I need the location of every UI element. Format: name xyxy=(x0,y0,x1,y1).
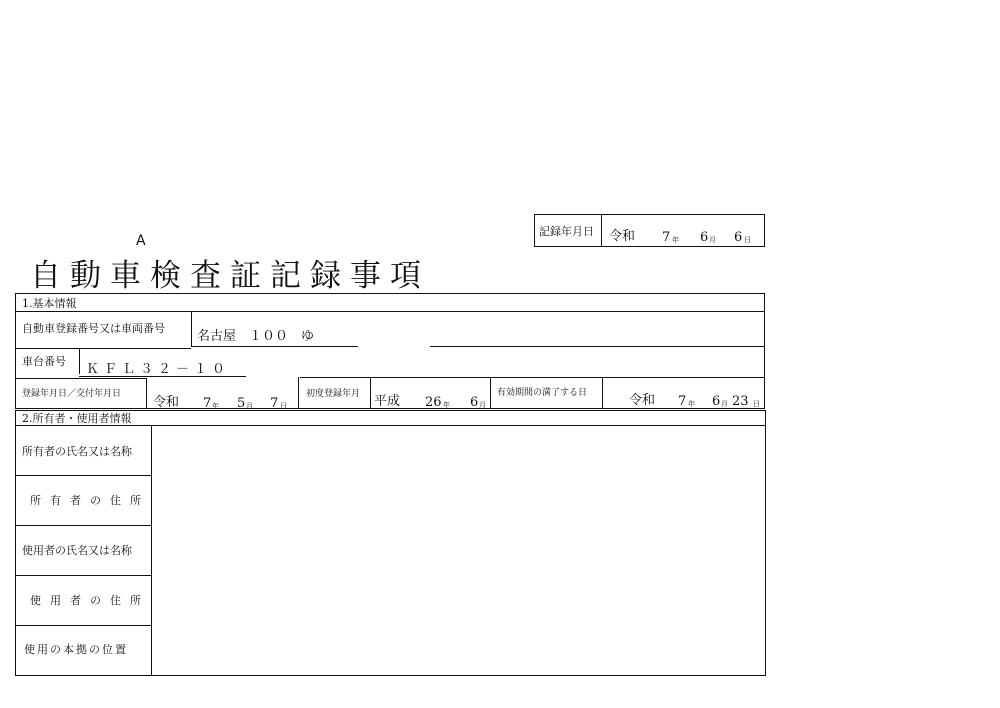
issue-date-label: 登録年月日／交付年月日 xyxy=(22,389,122,399)
user-address-label: 使用者の住所 xyxy=(30,594,150,607)
owner-name-label: 所有者の氏名又は名称 xyxy=(22,445,132,458)
base-location-label: 使用の本拠の位置 xyxy=(24,643,128,656)
section1-heading: 1.基本情報 xyxy=(22,297,77,310)
registration-number-value: 名古屋 １００ ゆ xyxy=(197,329,315,344)
section2-heading: 2.所有者・使用者情報 xyxy=(22,412,132,425)
first-registration-label: 初度登録年月 xyxy=(306,389,361,399)
user-name-label: 使用者の氏名又は名称 xyxy=(22,544,132,557)
chassis-number-label: 車台番号 xyxy=(22,355,66,368)
form-marker: A xyxy=(136,233,146,249)
record-date-label: 記録年月日 xyxy=(539,225,594,238)
expiry-date-label: 有効期間の満了する日 xyxy=(497,388,588,398)
owner-address-label: 所有者の住所 xyxy=(30,494,150,507)
document-title: 自動車検査証記録事項 xyxy=(30,258,430,294)
chassis-number-value: ＫＦＬ３２－１０ xyxy=(86,362,231,377)
registration-number-label: 自動車登録番号又は車両番号 xyxy=(22,322,165,335)
